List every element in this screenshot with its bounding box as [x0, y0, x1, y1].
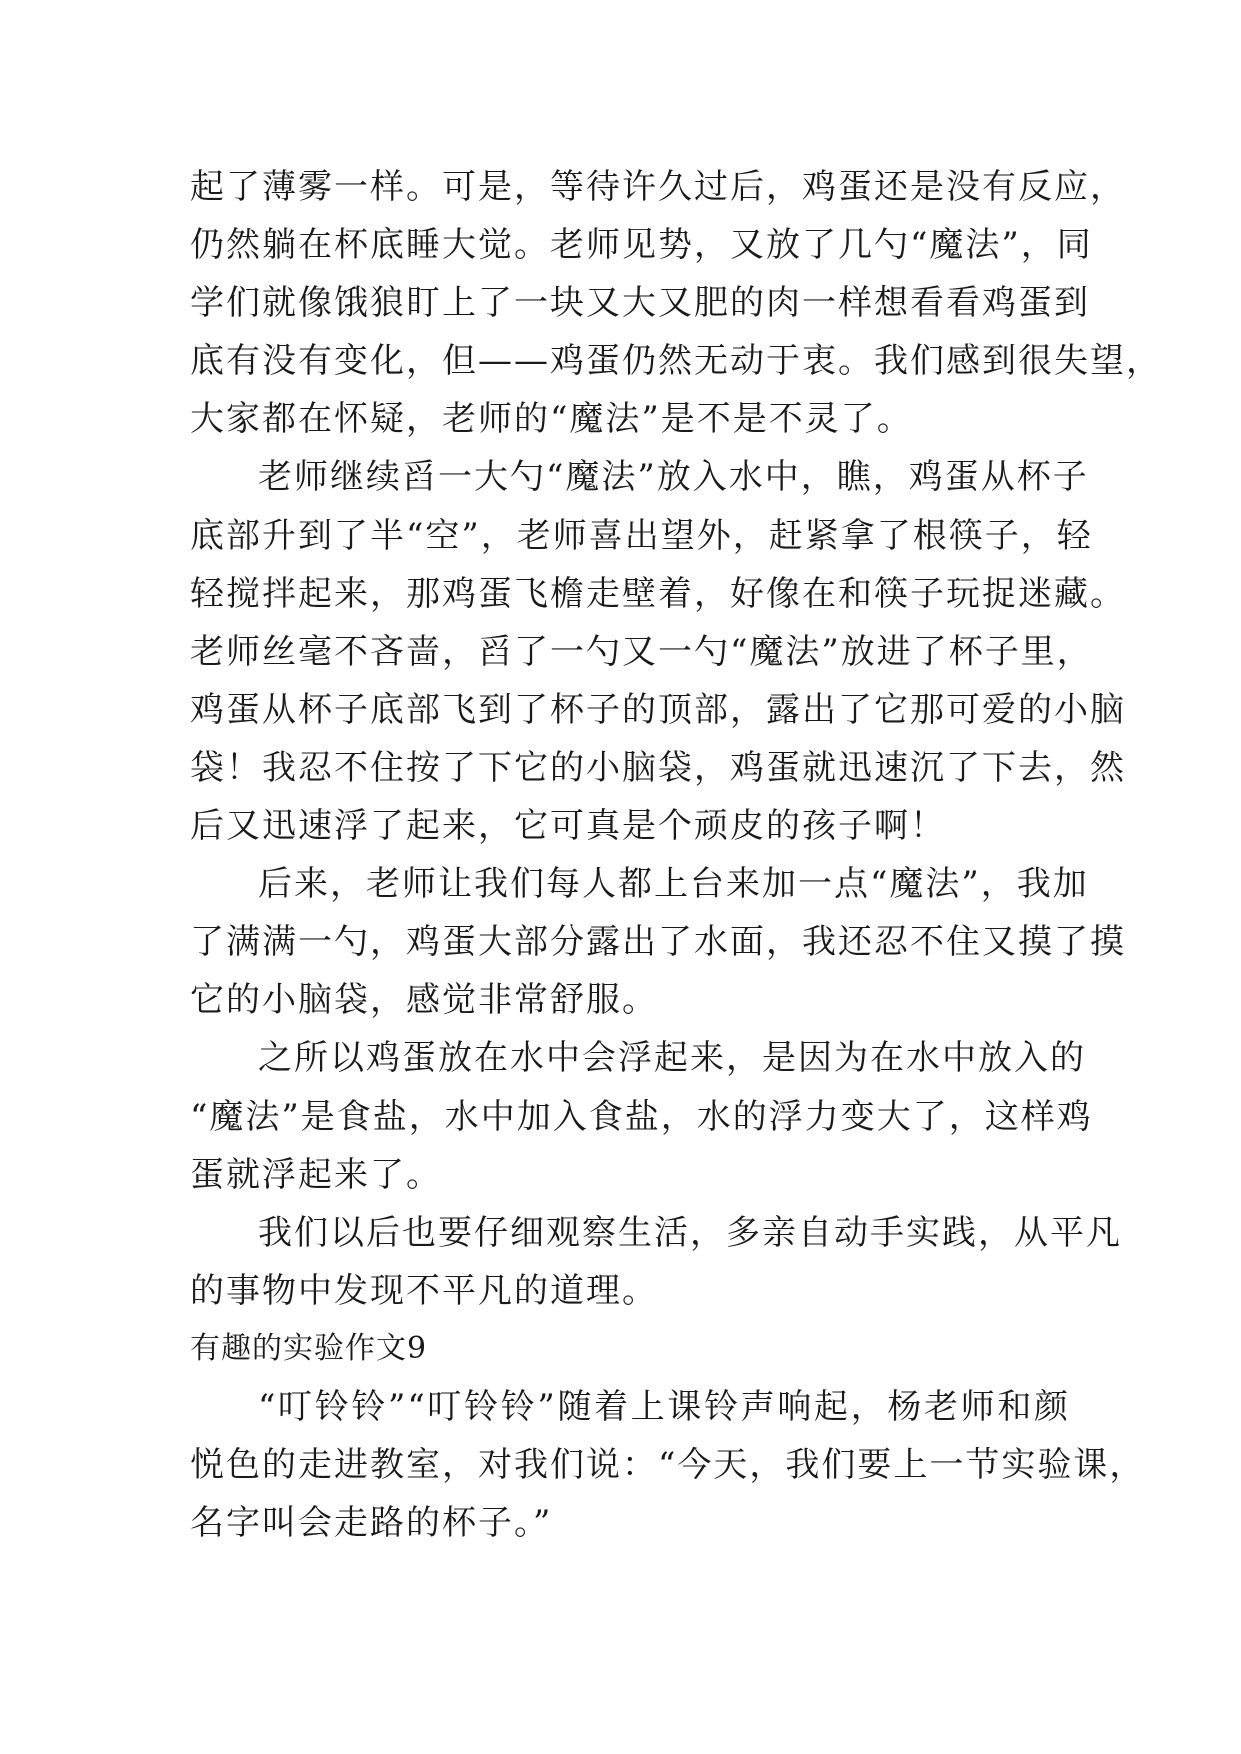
- text-line: 底部升到了半“空”，老师喜出望外，赶紧拿了根筷子，轻: [190, 515, 1093, 556]
- text-line: 我们以后也要仔细观察生活，多亲自动手实践，从平凡: [258, 1212, 1122, 1253]
- text-line: 仍然躺在杯底睡大觉。老师见势，又放了几勺“魔法”，同: [190, 225, 1093, 266]
- text-line: 之所以鸡蛋放在水中会浮起来，是因为在水中放入的: [258, 1038, 1086, 1079]
- text-line: “魔法”是食盐，水中加入食盐，水的浮力变大了，这样鸡: [190, 1096, 1093, 1137]
- paragraph: [190, 448, 1126, 855]
- text-line: 老师继续舀一大勺“魔法”放入水中，瞧，鸡蛋从杯子: [258, 457, 1089, 498]
- text-line: 了满满一勺，鸡蛋大部分露出了水面，我还忍不住又摸了摸: [190, 922, 1126, 963]
- text-line: 它的小脑袋，感觉非常舒服。: [190, 980, 658, 1021]
- section-heading: 有趣的实验作文9: [190, 1330, 428, 1366]
- paragraph: [190, 1378, 1146, 1552]
- text-line: 底有没有变化，但——鸡蛋仍然无动于衷。我们感到很失望，: [190, 341, 1162, 382]
- text-line: 的事物中发现不平凡的道理。: [190, 1270, 658, 1311]
- paragraph: [190, 855, 1126, 1029]
- text-line: 大家都在怀疑，老师的“魔法”是不是不灵了。: [190, 399, 913, 440]
- text-line: 轻搅拌起来，那鸡蛋飞檐走壁着，好像在和筷子玩捉迷藏。: [190, 573, 1126, 614]
- text-line: 鸡蛋从杯子底部飞到了杯子的顶部，露出了它那可爱的小脑: [190, 689, 1126, 730]
- text-line: 悦色的走进教室，对我们说：“今天，我们要上一节实验课，: [190, 1445, 1146, 1486]
- text-line: 学们就像饿狼盯上了一块又大又肥的肉一样想看看鸡蛋到: [190, 283, 1090, 324]
- paragraph: [190, 1204, 1122, 1320]
- text-line: 起了薄雾一样。可是，等待许久过后，鸡蛋还是没有反应，: [190, 167, 1126, 207]
- text-line: 蛋就浮起来了。: [190, 1154, 442, 1195]
- text-line: 后来，老师让我们每人都上台来加一点“魔法”，我加: [258, 864, 1089, 905]
- text-line: 老师丝毫不吝啬，舀了一勺又一勺“魔法”放进了杯子里，: [190, 631, 1093, 672]
- paragraph: [190, 1029, 1093, 1203]
- text-line: “叮铃铃”“叮铃铃”随着上课铃声响起，杨老师和颜: [258, 1386, 1070, 1427]
- text-line: 袋！我忍不住按了下它的小脑袋，鸡蛋就迅速沉了下去，然: [190, 747, 1126, 788]
- text-line: 名字叫会走路的杯子。”: [190, 1503, 553, 1544]
- paragraph: [190, 158, 1162, 448]
- text-line: 后又迅速浮了起来，它可真是个顽皮的孩子啊！: [190, 806, 946, 847]
- document-body: [190, 158, 1162, 1552]
